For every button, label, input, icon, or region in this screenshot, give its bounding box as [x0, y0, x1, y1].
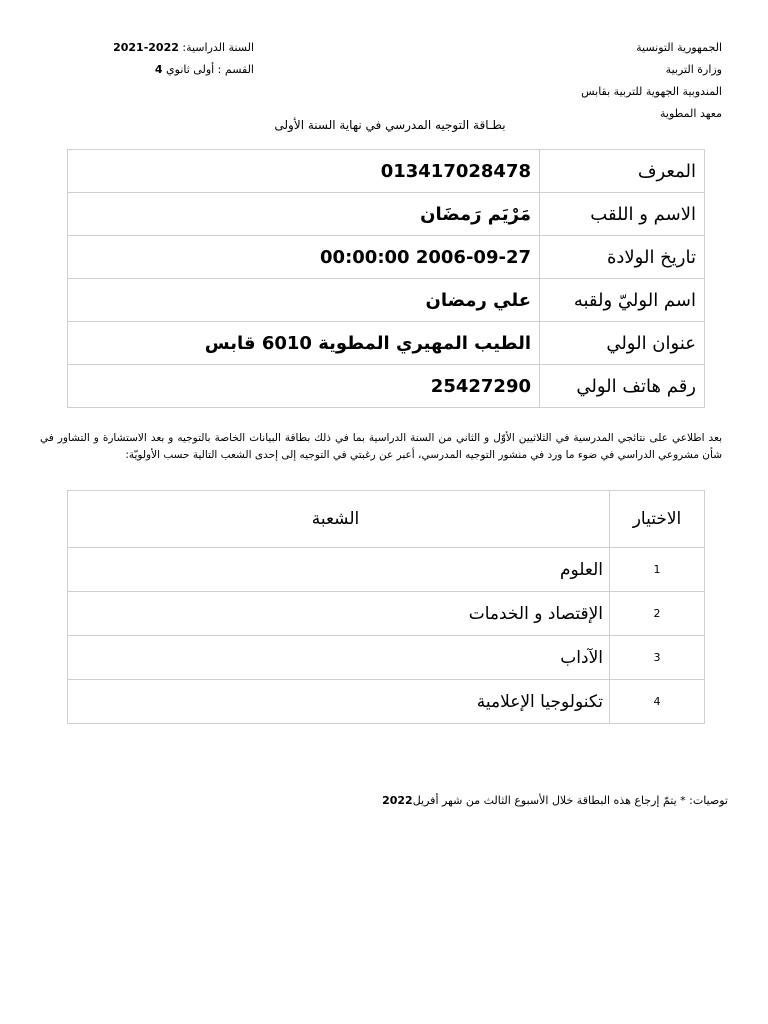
recommendation-note: [228, 794, 728, 807]
institution-header: [462, 37, 722, 125]
birth-date-label: تاريخ الولادة: [540, 236, 705, 279]
guardian-phone-label: رقم هاتف الولي: [540, 365, 705, 408]
table-row: [68, 365, 705, 408]
id-value: 013417028478: [68, 150, 540, 193]
class-section: [104, 59, 254, 81]
school-year-value: 2021-2022: [113, 41, 179, 54]
birth-date-value: 2006-09-27 00:00:00: [68, 236, 540, 279]
choice-number: 4: [610, 680, 705, 724]
table-row: [68, 592, 705, 636]
id-label: المعرف: [540, 150, 705, 193]
table-row: [68, 680, 705, 724]
school-year-label: السنة الدراسية:: [182, 41, 254, 54]
guardian-address-label: عنوان الولي: [540, 322, 705, 365]
branch-choices-table: [67, 490, 705, 724]
header-regional-office: المندوبية الجهوية للتربية بقابس: [581, 85, 722, 98]
name-label: الاسم و اللقب: [540, 193, 705, 236]
table-row: [68, 636, 705, 680]
student-info-table: [67, 149, 705, 408]
document-title: بطـاقة التوجيه المدرسي في نهاية السنة الأولى: [274, 118, 506, 132]
table-row: [68, 236, 705, 279]
table-row: [68, 279, 705, 322]
header-school: معهد المطوية: [660, 107, 722, 120]
table-row: [68, 322, 705, 365]
branch-name: تكنولوجيا الإعلامية: [68, 680, 610, 724]
choice-column-header: الاختيار: [610, 491, 705, 548]
class-value: 4: [154, 63, 163, 76]
header-country: الجمهورية التونسية: [636, 41, 722, 54]
name-value: مَرْيَم رَمضَان: [68, 193, 540, 236]
header-ministry: وزارة التربية: [665, 63, 722, 76]
choice-number: 3: [610, 636, 705, 680]
recommendation-label: توصيات:: [689, 794, 728, 807]
guardian-address-value: الطيب المهيري المطوية 6010 قابس: [68, 322, 540, 365]
choice-number: 2: [610, 592, 705, 636]
school-year: [104, 37, 254, 59]
branch-column-header: الشعبة: [68, 491, 610, 548]
guardian-name-label: اسم الوليّ ولقبه: [540, 279, 705, 322]
table-header-row: [68, 491, 705, 548]
table-row: [68, 548, 705, 592]
recommendation-text: * يتمّ إرجاع هذه البطاقة خلال الأسبوع الثالث من شهر أفريل: [412, 794, 686, 807]
orientation-statement: بعد اطلاعي على نتائجي المدرسية في الثلاثيين الأوّل و الثاني من السنة الدراسية بما في ذلك بطاقة البيانات الخاصة بالتوجيه و بعد الاستشارة و التشاور في شأن مشروعي الدراسي في ضوء ما ورد في منشور التوجيه المدرسي، أعبر عن رغبتي في التوجيه إلى إحدى الشعب التالية حسب الأولويّة:: [40, 432, 722, 461]
class-header: [104, 37, 254, 81]
recommendation-year: 2022: [382, 794, 413, 807]
guardian-phone-value: 25427290: [68, 365, 540, 408]
table-row: [68, 193, 705, 236]
branch-name: الإقتصاد و الخدمات: [68, 592, 610, 636]
choice-number: 1: [610, 548, 705, 592]
class-label: القسم : أولى ثانوي: [166, 63, 254, 76]
branch-name: العلوم: [68, 548, 610, 592]
table-row: [68, 150, 705, 193]
branch-name: الآداب: [68, 636, 610, 680]
guardian-name-value: علي رمضان: [68, 279, 540, 322]
